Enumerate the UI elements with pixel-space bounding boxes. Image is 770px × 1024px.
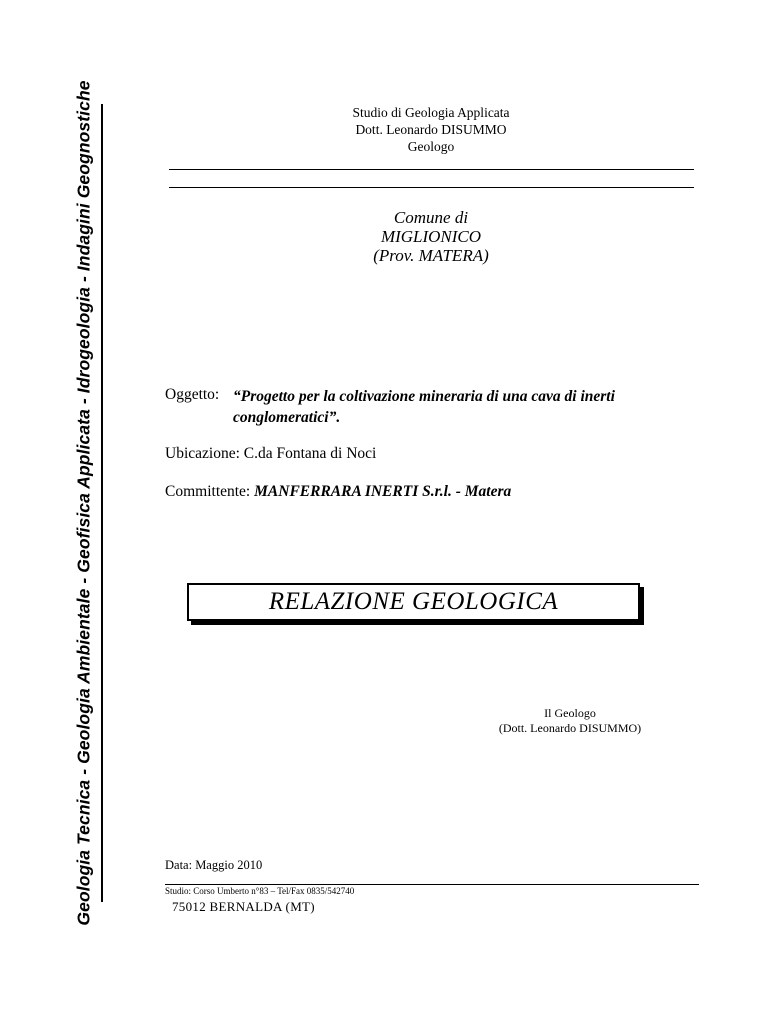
- comune-name: MIGLIONICO: [380, 227, 482, 246]
- ubicazione-row: [165, 445, 376, 463]
- ubicazione-label: Ubicazione:: [165, 445, 240, 462]
- document-date: Data: Maggio 2010: [165, 858, 263, 872]
- geologist-title: Geologo: [407, 139, 455, 154]
- signature-block: [470, 706, 670, 736]
- document-title: RELAZIONE GEOLOGICA: [268, 588, 559, 615]
- studio-header: [281, 104, 581, 155]
- geologist-name: Dott. Leonardo DISUMMO: [355, 122, 507, 137]
- committente-label: Committente:: [165, 483, 251, 500]
- oggetto-text: [233, 386, 713, 428]
- committente-row: [165, 483, 511, 501]
- side-banner: Geologia Tecnica - Geologia Ambientale - Geofisica Applicata - Idrogeologia - Indagini Geognostiche: [73, 80, 94, 926]
- oggetto-line-2: conglomeratici”.: [233, 409, 341, 426]
- studio-name: Studio di Geologia Applicata: [352, 105, 510, 120]
- side-vertical-rule: [101, 104, 103, 902]
- committente-value: MANFERRARA INERTI S.r.l. - Matera: [254, 483, 512, 500]
- ubicazione-value: C.da Fontana di Noci: [243, 445, 377, 462]
- header-rule-bottom: [169, 187, 694, 188]
- footer-address: Studio: Corso Umberto n°83 – Tel/Fax 0835/542740: [165, 886, 355, 896]
- document-title-box: [187, 583, 640, 621]
- oggetto-line-1: “Progetto per la coltivazione mineraria di una cava di inerti: [233, 388, 615, 405]
- footer-city: 75012 BERNALDA (MT): [172, 899, 315, 914]
- signature-role: Il Geologo: [544, 706, 596, 720]
- comune-province: (Prov. MATERA): [373, 246, 489, 265]
- signature-name: (Dott. Leonardo DISUMMO): [498, 721, 642, 735]
- comune-block: [281, 208, 581, 265]
- oggetto-label: Oggetto:: [165, 386, 220, 403]
- footer-rule: [165, 884, 699, 885]
- comune-label: Comune di: [393, 208, 469, 227]
- header-rule-top: [169, 169, 694, 170]
